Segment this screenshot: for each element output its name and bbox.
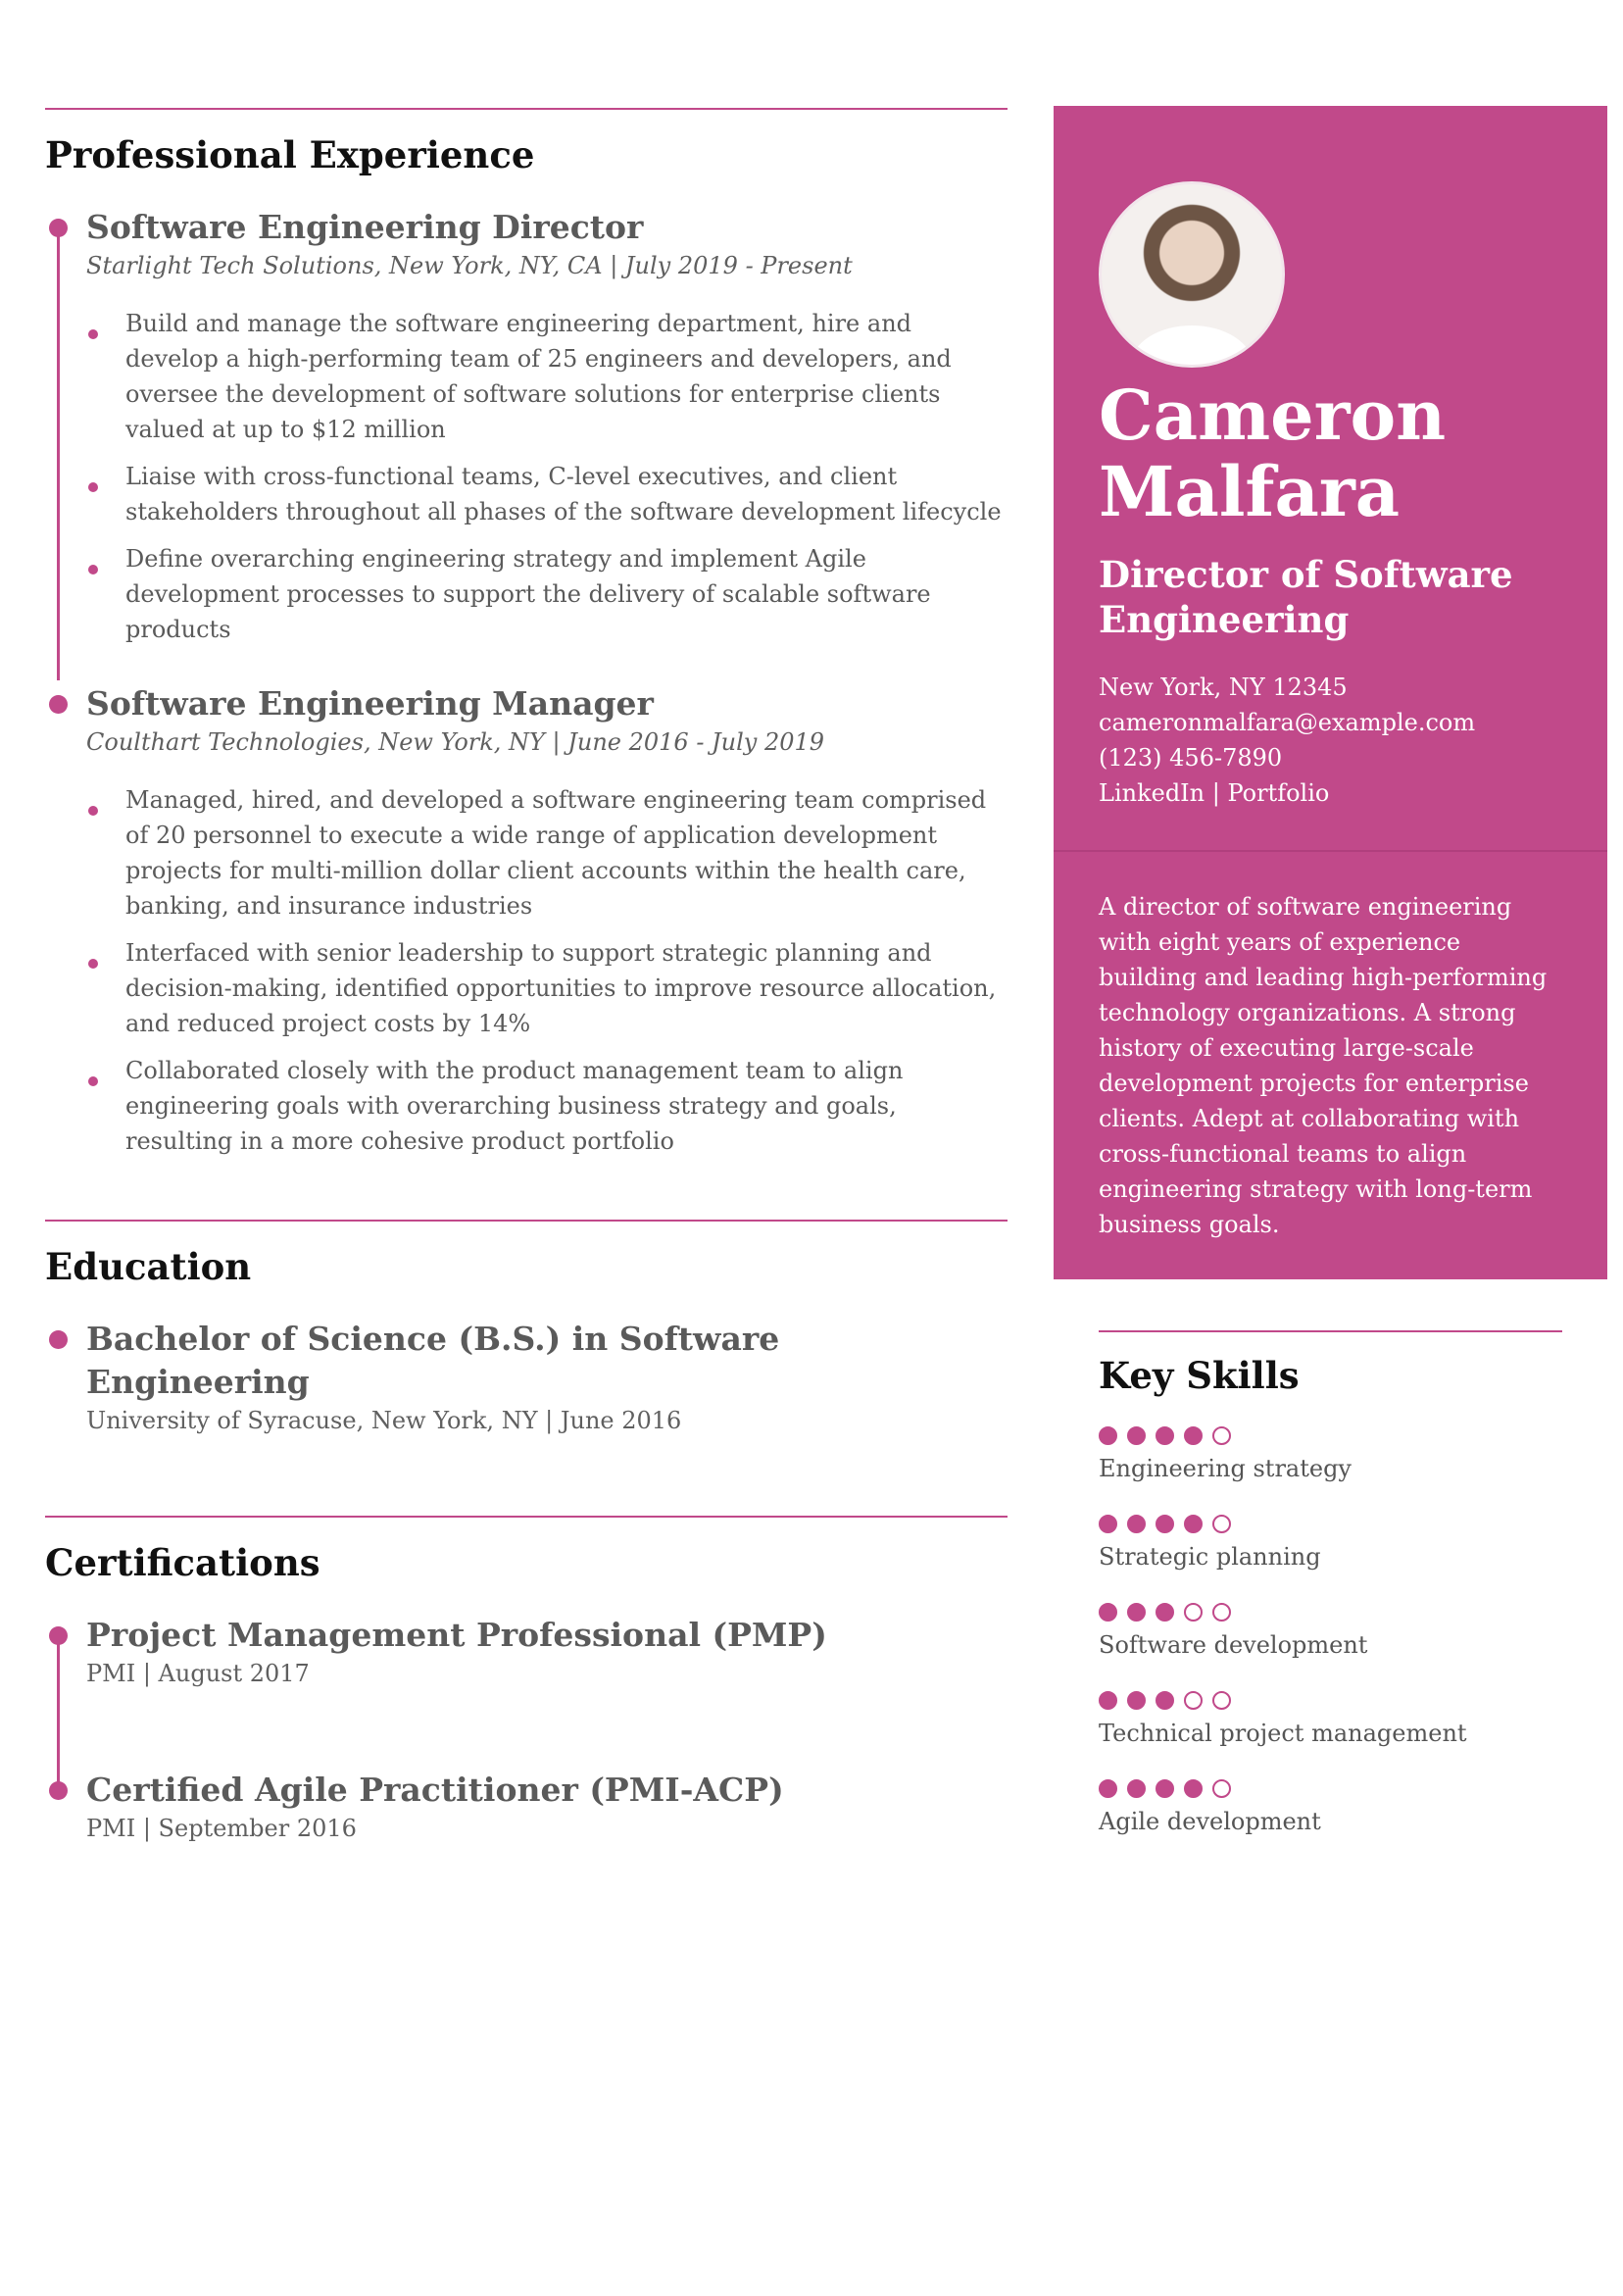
job-role: Director of Software Engineering	[1099, 553, 1513, 641]
job-title: Software Engineering Manager	[86, 684, 654, 723]
rating-dot-filled	[1127, 1515, 1146, 1533]
timeline-dot	[49, 695, 68, 714]
rating-dot-filled	[1127, 1691, 1146, 1710]
list-item: Liaise with cross-functional teams, C-level executives, and client stakeholders throughout all phases of the software development lifecycle	[125, 459, 1008, 529]
school-detail: University of Syracuse, New York, NY | June 2016	[86, 1407, 682, 1434]
skill-item	[1099, 1779, 1562, 1838]
skill-item	[1099, 1603, 1562, 1662]
skill-rating	[1099, 1779, 1562, 1799]
rating-dot-filled	[1099, 1603, 1117, 1622]
job-bullets	[86, 306, 1008, 647]
rating-dot-filled	[1156, 1426, 1174, 1445]
skill-item	[1099, 1691, 1562, 1750]
job-title: Software Engineering Director	[86, 208, 644, 246]
rating-dot-filled	[1184, 1426, 1203, 1445]
skill-rating	[1099, 1603, 1562, 1622]
contact-info	[1099, 670, 1562, 811]
certification-list	[45, 1614, 1008, 1845]
list-item: Build and manage the software engineering department, hire and develop a high-performing team of 25 engineers and developers, and oversee the development of software solutions for enterprise clients valued at up to $12 million	[125, 306, 1008, 447]
list-item: Managed, hired, and developed a software engineering team comprised of 20 personnel to execute a wide range of application development projects for multi-million dollar client accounts within the health care, banking, and insurance industries	[125, 782, 1008, 923]
list-item: Interfaced with senior leadership to support strategic planning and decision-making, identified opportunities to improve resource allocation, and reduced project costs by 14%	[125, 935, 1008, 1041]
section-divider	[45, 108, 1008, 110]
email-link[interactable]: cameronmalfara@example.com	[1099, 709, 1476, 736]
skill-item	[1099, 1515, 1562, 1573]
rating-dot-empty	[1184, 1603, 1203, 1622]
rating-dot-filled	[1184, 1779, 1203, 1798]
certification-entry	[45, 1769, 1008, 1845]
rating-dot-empty	[1212, 1779, 1231, 1798]
rating-dot-empty	[1184, 1691, 1203, 1710]
skills-heading: Key Skills	[1099, 1354, 1300, 1397]
certification-detail: PMI | September 2016	[86, 1815, 357, 1842]
skill-rating	[1099, 1426, 1562, 1446]
skill-name: Strategic planning	[1099, 1543, 1321, 1571]
rating-dot-filled	[1127, 1426, 1146, 1445]
rating-dot-filled	[1156, 1691, 1174, 1710]
education-entry	[45, 1318, 1008, 1437]
skill-name: Technical project management	[1099, 1720, 1467, 1747]
job-company: Starlight Tech Solutions, New York, NY, CA | July 2019 - Present	[86, 252, 853, 279]
list-item: Collaborated closely with the product management team to align engineering goals with overarching business strategy and goals, resulting in a more cohesive product portfolio	[125, 1053, 1008, 1159]
profile-panel	[1054, 106, 1607, 1279]
skill-name: Agile development	[1099, 1808, 1321, 1835]
section-divider	[45, 1516, 1008, 1518]
rating-dot-filled	[1099, 1515, 1117, 1533]
rating-dot-empty	[1212, 1691, 1231, 1710]
location: New York, NY 12345	[1099, 674, 1348, 701]
rating-dot-filled	[1099, 1691, 1117, 1710]
rating-dot-filled	[1156, 1779, 1174, 1798]
job-bullets	[86, 782, 1008, 1159]
certification-title: Project Management Professional (PMP)	[86, 1616, 827, 1654]
profile-links[interactable]: LinkedIn | Portfolio	[1099, 779, 1330, 807]
certifications-heading: Certifications	[45, 1541, 320, 1584]
candidate-name	[1099, 374, 1562, 532]
timeline-dot	[49, 1781, 68, 1800]
certification-entry	[45, 1614, 1008, 1690]
summary-text: A director of software engineering with eight years of experience building and leading high-performing technology organizations. A strong history of executing large-scale development projects for enterprise clients. Adept at collaborating with cross-functional teams to align engineering strategy with long-term business goals.	[1054, 850, 1607, 1279]
avatar	[1099, 181, 1285, 368]
experience-list	[45, 206, 1008, 1159]
sidebar	[1054, 106, 1607, 1838]
rating-dot-filled	[1127, 1779, 1146, 1798]
education-list	[45, 1318, 1008, 1437]
first-name: Cameron	[1099, 374, 1447, 456]
rating-dot-filled	[1156, 1515, 1174, 1533]
phone: (123) 456-7890	[1099, 744, 1283, 772]
job-entry	[45, 206, 1008, 647]
certification-detail: PMI | August 2017	[86, 1660, 310, 1687]
list-item: Define overarching engineering strategy and implement Agile development processes to support the delivery of scalable software products	[125, 541, 1008, 647]
skill-rating	[1099, 1691, 1562, 1711]
section-divider	[1099, 1330, 1562, 1332]
certification-title: Certified Agile Practitioner (PMI-ACP)	[86, 1771, 784, 1809]
timeline-dot	[49, 1626, 68, 1645]
skill-item	[1099, 1426, 1562, 1485]
rating-dot-filled	[1184, 1515, 1203, 1533]
degree-title: Bachelor of Science (B.S.) in Software Engineering	[86, 1320, 780, 1401]
avatar-shirt	[1131, 325, 1253, 368]
rating-dot-empty	[1212, 1426, 1231, 1445]
job-entry	[45, 682, 1008, 1159]
rating-dot-empty	[1212, 1603, 1231, 1622]
education-heading: Education	[45, 1245, 252, 1288]
main-column	[45, 108, 1008, 1845]
rating-dot-filled	[1099, 1426, 1117, 1445]
skills-section	[1054, 1330, 1607, 1838]
job-company: Coulthart Technologies, New York, NY | June 2016 - July 2019	[86, 728, 825, 756]
skill-rating	[1099, 1515, 1562, 1534]
rating-dot-filled	[1099, 1779, 1117, 1798]
section-divider	[45, 1220, 1008, 1222]
timeline-dot	[49, 219, 68, 237]
experience-heading: Professional Experience	[45, 133, 535, 176]
skill-list	[1099, 1426, 1562, 1838]
last-name: Malfara	[1099, 451, 1401, 532]
timeline-dot	[49, 1330, 68, 1349]
rating-dot-filled	[1156, 1603, 1174, 1622]
rating-dot-empty	[1212, 1515, 1231, 1533]
skill-name: Software development	[1099, 1631, 1368, 1659]
rating-dot-filled	[1127, 1603, 1146, 1622]
skill-name: Engineering strategy	[1099, 1455, 1352, 1482]
profile-header	[1054, 106, 1607, 850]
